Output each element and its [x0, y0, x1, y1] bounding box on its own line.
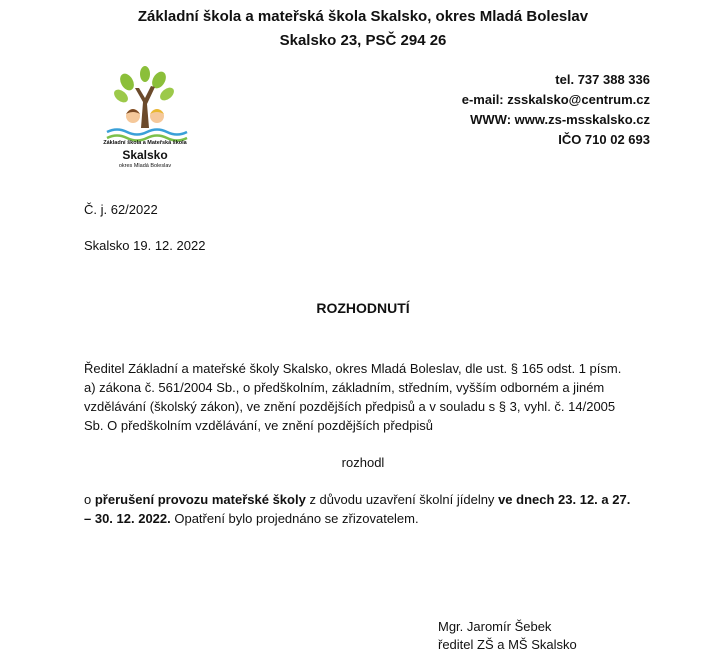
- logo-district: okres Mladá Boleslav: [118, 163, 172, 169]
- logo-school-label: Základní škola a Mateřská škola: [103, 140, 187, 146]
- school-logo: [95, 66, 207, 178]
- intro-paragraph: [84, 359, 654, 435]
- document-title: ROZHODNUTÍ: [316, 300, 410, 316]
- phone-number: tel. 737 388 336: [555, 72, 650, 87]
- decision-text: Opatření bylo projednáno se zřizovatelem.: [170, 511, 419, 526]
- ico-number: IČO 710 02 693: [558, 132, 650, 147]
- logo-village-name: Skalsko: [122, 148, 168, 162]
- signatory-role: ředitel ZŠ a MŠ Skalsko: [438, 637, 577, 652]
- decision-text: o: [84, 492, 95, 507]
- decision-text: z důvodu uzavření školní jídelny: [305, 492, 499, 507]
- intro-line: Ředitel Základní a mateřské školy Skalsko, okres Mladá Boleslav, dle ust. § 165 odst. 1 písm.: [84, 361, 622, 376]
- intro-line: Sb. O předškolním vzdělávání, ve znění pozdějších předpisů: [84, 418, 434, 433]
- decision-bold: – 30. 12. 2022.: [84, 511, 171, 526]
- place-and-date: Skalsko 19. 12. 2022: [84, 238, 206, 253]
- contact-block: [462, 70, 650, 150]
- intro-line: vzdělávání (školský zákon), ve znění pozdějších předpisů a v souladu s § 3, vyhl. č. 14/2005: [84, 399, 616, 414]
- decision-line-2: [84, 509, 654, 528]
- decision-bold: přerušení provozu mateřské školy: [94, 492, 306, 507]
- decided-word: rozhodl: [341, 455, 385, 470]
- signature-block: [438, 618, 577, 654]
- intro-line: a) zákona č. 561/2004 Sb., o předškolním, základním, středním, vyšším odborném a jiném: [84, 380, 605, 395]
- reference-number: Č. j. 62/2022: [84, 202, 158, 217]
- decision-bold: ve dnech 23. 12. a 27.: [498, 492, 631, 507]
- tree-with-children-icon: [95, 66, 195, 146]
- school-name-header: Základní škola a mateřská škola Skalsko, okres Mladá Boleslav: [137, 8, 589, 25]
- decision-line-1: [84, 490, 654, 509]
- email-address: e-mail: zsskalsko@centrum.cz: [461, 92, 650, 107]
- school-address-header: Skalsko 23, PSČ 294 26: [279, 32, 447, 49]
- decision-paragraph: [84, 490, 654, 528]
- signatory-name: Mgr. Jaromír Šebek: [438, 619, 552, 634]
- website: WWW: www.zs-msskalsko.cz: [470, 112, 650, 127]
